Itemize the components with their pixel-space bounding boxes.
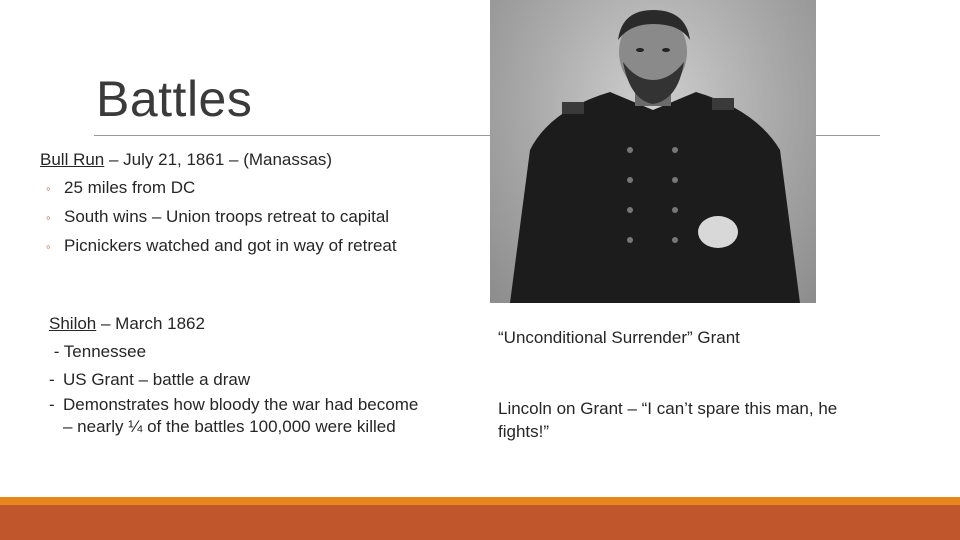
shiloh-name: Shiloh — [49, 314, 97, 333]
ring-bullet-icon: ◦ — [46, 210, 51, 225]
shiloh-bullet — [49, 366, 418, 394]
dash-bullet-icon: - — [49, 395, 55, 414]
shiloh-location: - Tennessee — [49, 342, 147, 361]
bullet-text: Demonstrates how bloody the war had become — [63, 395, 419, 414]
shiloh-bullet — [49, 394, 418, 416]
slide-title: Battles — [96, 71, 253, 127]
bullet-text: US Grant – battle a draw — [63, 370, 251, 389]
lincoln-quote-line2: fights!” — [498, 422, 550, 441]
bull-run-date: – July 21, 1861 – (Manassas) — [104, 150, 332, 169]
portrait-illustration — [490, 0, 816, 303]
shiloh-date: – March 1862 — [96, 314, 205, 333]
shiloh-bullet-continuation: – nearly ¼ of the battles 100,000 were killed — [63, 417, 396, 436]
ring-bullet-icon: ◦ — [46, 181, 51, 196]
lincoln-quote-line1: Lincoln on Grant – “I can’t spare this man, he — [498, 399, 838, 418]
shiloh-section — [49, 310, 418, 438]
bull-run-bullet — [40, 174, 397, 203]
bull-run-section — [40, 146, 397, 261]
bullet-text: 25 miles from DC — [64, 178, 196, 197]
unconditional-surrender-quote: “Unconditional Surrender” Grant — [498, 328, 740, 347]
grant-portrait-photo — [490, 0, 816, 303]
bull-run-bullet — [40, 232, 397, 261]
lincoln-quote — [498, 397, 837, 443]
ring-bullet-icon: ◦ — [46, 239, 51, 254]
shiloh-heading — [49, 310, 418, 338]
footer-bar — [0, 505, 960, 540]
bullet-text: South wins – Union troops retreat to capital — [64, 207, 390, 226]
dash-bullet-icon: - — [49, 370, 55, 389]
bullet-text: Picnickers watched and got in way of retreat — [64, 236, 397, 255]
bull-run-bullet — [40, 203, 397, 232]
bull-run-heading — [40, 146, 397, 174]
bull-run-name: Bull Run — [40, 150, 105, 169]
footer-accent-bar — [0, 497, 960, 505]
